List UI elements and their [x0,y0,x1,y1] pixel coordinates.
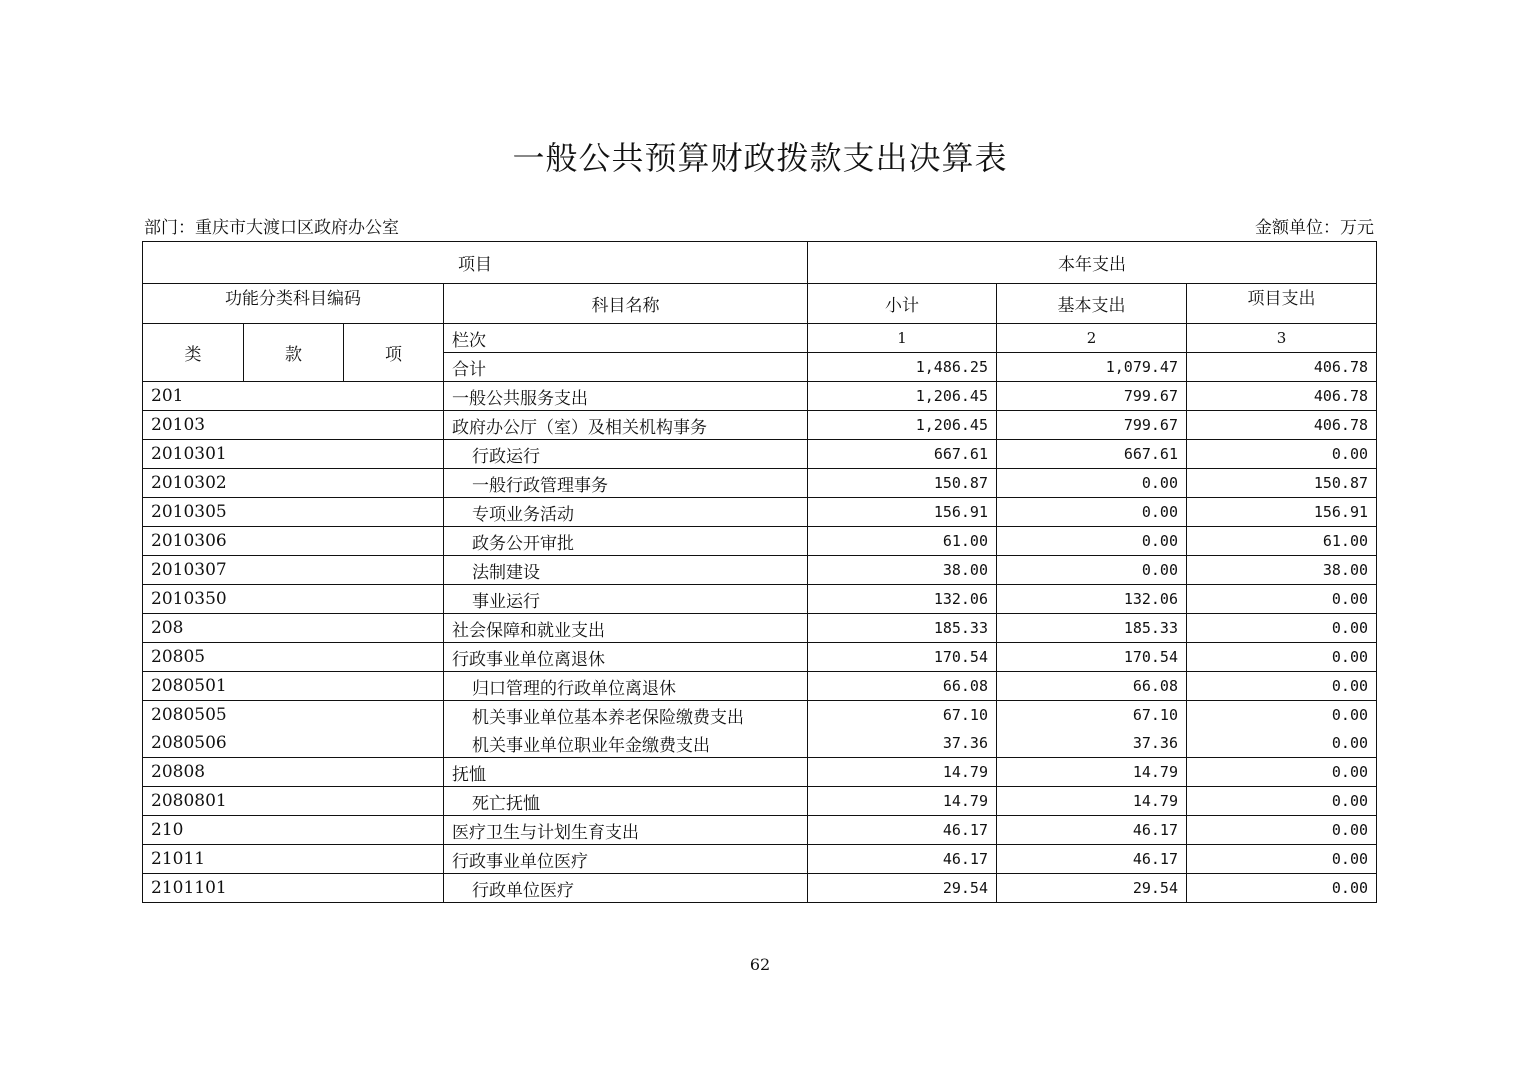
row-basic: 46.17 [997,845,1187,874]
department-label [144,213,399,238]
row-code: 21011 [143,845,444,874]
table-row [143,643,1377,672]
total-label: 合计 [444,353,808,382]
row-subject-name: 一般行政管理事务 [444,469,808,498]
row-project: 406.78 [1187,411,1377,440]
row-project: 406.78 [1187,382,1377,411]
column-no-label: 栏次 [444,324,808,353]
table-row [143,382,1377,411]
row-subject-name: 抚恤 [444,758,808,787]
row-code: 20103 [143,411,444,440]
row-project: 0.00 [1187,643,1377,672]
table-row [143,729,1377,758]
row-subtotal: 185.33 [808,614,997,643]
row-basic: 29.54 [997,874,1187,903]
row-subtotal: 38.00 [808,556,997,585]
unit-label [1255,213,1374,238]
header-section: 款 [244,324,344,382]
row-subtotal: 29.54 [808,874,997,903]
row-subtotal: 667.61 [808,440,997,469]
header-row-2 [143,284,1377,324]
table-row [143,672,1377,701]
row-code: 208 [143,614,444,643]
table-row [143,556,1377,585]
row-project: 0.00 [1187,816,1377,845]
page-number: 62 [749,955,771,974]
row-code: 201 [143,382,444,411]
row-subject-name: 专项业务活动 [444,498,808,527]
row-basic: 170.54 [997,643,1187,672]
row-basic: 66.08 [997,672,1187,701]
row-subtotal: 1,206.45 [808,382,997,411]
row-project: 0.00 [1187,729,1377,758]
row-basic: 185.33 [997,614,1187,643]
department-text: 部门：重庆市大渡口区政府办公室 [144,218,399,238]
row-subtotal: 67.10 [808,701,997,730]
table-row [143,527,1377,556]
row-code: 2010350 [143,585,444,614]
row-subtotal: 46.17 [808,816,997,845]
header-row-1 [143,242,1377,284]
row-basic: 0.00 [997,556,1187,585]
row-code: 210 [143,816,444,845]
row-code: 2010305 [143,498,444,527]
row-subtotal: 132.06 [808,585,997,614]
row-basic: 132.06 [997,585,1187,614]
row-code: 2080505 [143,701,444,730]
table-row [143,498,1377,527]
row-subtotal: 170.54 [808,643,997,672]
row-subject-name: 政府办公厅（室）及相关机构事务 [444,411,808,440]
row-basic: 14.79 [997,787,1187,816]
row-subtotal: 150.87 [808,469,997,498]
row-subtotal: 1,206.45 [808,411,997,440]
row-code: 2080501 [143,672,444,701]
row-subject-name: 机关事业单位基本养老保险缴费支出 [444,701,808,730]
table-row [143,787,1377,816]
row-project: 0.00 [1187,440,1377,469]
row-subject-name: 行政事业单位医疗 [444,845,808,874]
table-row [143,440,1377,469]
header-subtotal: 小计 [808,284,997,324]
row-code: 2080506 [143,729,444,758]
column-number-row [143,324,1377,353]
row-project: 0.00 [1187,845,1377,874]
row-basic: 0.00 [997,527,1187,556]
header-func-code: 功能分类科目编码 [143,284,444,324]
row-project: 0.00 [1187,701,1377,730]
row-project: 0.00 [1187,874,1377,903]
row-subject-name: 行政单位医疗 [444,874,808,903]
column-no-2: 2 [997,324,1187,353]
row-code: 2101101 [143,874,444,903]
row-basic: 667.61 [997,440,1187,469]
row-subject-name: 一般公共服务支出 [444,382,808,411]
table-row [143,585,1377,614]
header-basic: 基本支出 [997,284,1187,324]
row-code: 2010306 [143,527,444,556]
table-row [143,411,1377,440]
column-no-1: 1 [808,324,997,353]
row-subject-name: 死亡抚恤 [444,787,808,816]
unit-text: 金额单位：万元 [1255,218,1374,238]
row-project: 61.00 [1187,527,1377,556]
row-subtotal: 61.00 [808,527,997,556]
table-row [143,614,1377,643]
header-project: 项目 [143,242,808,284]
table-row [143,701,1377,730]
row-basic: 0.00 [997,469,1187,498]
table-row [143,758,1377,787]
row-basic: 67.10 [997,701,1187,730]
row-code: 2010301 [143,440,444,469]
row-subject-name: 法制建设 [444,556,808,585]
row-subject-name: 归口管理的行政单位离退休 [444,672,808,701]
row-project: 0.00 [1187,585,1377,614]
document-title: 一般公共预算财政拨款支出决算表 [512,139,1008,177]
row-subject-name: 医疗卫生与计划生育支出 [444,816,808,845]
header-class: 类 [143,324,244,382]
row-basic: 0.00 [997,498,1187,527]
expenditure-table [142,241,1377,903]
row-subject-name: 事业运行 [444,585,808,614]
row-subtotal: 66.08 [808,672,997,701]
row-code: 2010302 [143,469,444,498]
header-subject-name: 科目名称 [444,284,808,324]
row-project: 156.91 [1187,498,1377,527]
row-code: 2010307 [143,556,444,585]
table-row [143,874,1377,903]
row-subtotal: 14.79 [808,758,997,787]
row-subtotal: 37.36 [808,729,997,758]
row-subject-name: 行政事业单位离退休 [444,643,808,672]
total-subtotal: 1,486.25 [808,353,997,382]
header-project-exp: 项目支出 [1187,284,1377,324]
row-code: 20808 [143,758,444,787]
row-subject-name: 政务公开审批 [444,527,808,556]
row-basic: 46.17 [997,816,1187,845]
row-code: 20805 [143,643,444,672]
table-row [143,845,1377,874]
row-basic: 799.67 [997,411,1187,440]
row-subject-name: 社会保障和就业支出 [444,614,808,643]
row-subject-name: 机关事业单位职业年金缴费支出 [444,729,808,758]
row-project: 38.00 [1187,556,1377,585]
row-code: 2080801 [143,787,444,816]
row-subtotal: 14.79 [808,787,997,816]
table-row [143,469,1377,498]
row-basic: 37.36 [997,729,1187,758]
row-project: 0.00 [1187,672,1377,701]
table-row [143,816,1377,845]
row-basic: 14.79 [997,758,1187,787]
total-basic: 1,079.47 [997,353,1187,382]
row-subtotal: 46.17 [808,845,997,874]
header-item: 项 [344,324,444,382]
row-subtotal: 156.91 [808,498,997,527]
row-basic: 799.67 [997,382,1187,411]
row-project: 0.00 [1187,614,1377,643]
row-project: 0.00 [1187,787,1377,816]
total-project: 406.78 [1187,353,1377,382]
row-subject-name: 行政运行 [444,440,808,469]
header-current-year: 本年支出 [808,242,1377,284]
row-project: 150.87 [1187,469,1377,498]
row-project: 0.00 [1187,758,1377,787]
column-no-3: 3 [1187,324,1377,353]
